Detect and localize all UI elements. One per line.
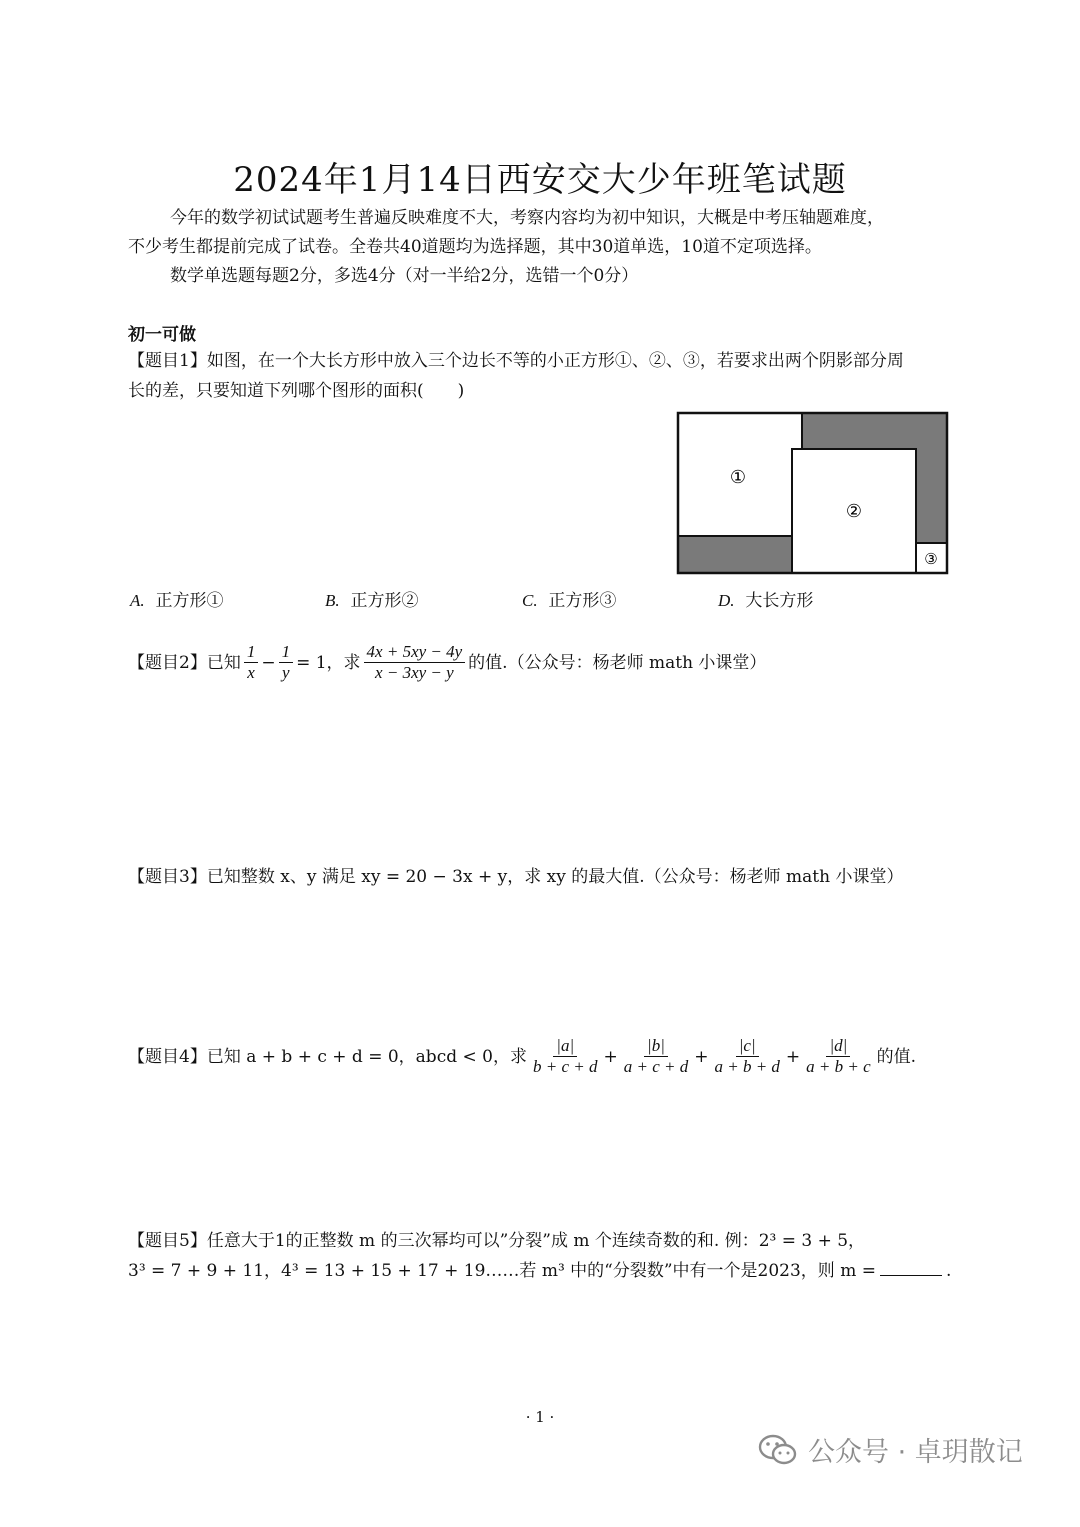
question-5-line-1: 任意大于1的正整数 m 的三次幂均可以”分裂”成 m 个连续奇数的和. 例：2³ = 3 + 5， bbox=[206, 1231, 866, 1251]
intro-line-2: 不少考生都提前完成了试卷。全卷共40道题均为选择题，其中30道单选，10道不定项选择。 bbox=[128, 237, 822, 257]
question-1 bbox=[128, 346, 958, 406]
plus-sign: + bbox=[785, 1046, 801, 1067]
option-c bbox=[522, 586, 616, 611]
question-1-line-2: 长的差，只要知道下列哪个图形的面积( ) bbox=[128, 381, 465, 401]
watermark-text: 公众号 · 卓玥散记 bbox=[808, 1437, 1023, 1468]
question-1-figure bbox=[676, 411, 950, 576]
square-2-label: ② bbox=[845, 501, 863, 522]
fraction-abs-c: $\frac{|c|}{a + b + d}$ bbox=[714, 1036, 780, 1076]
watermark bbox=[758, 1430, 1023, 1469]
question-5-line-2: 3³ = 7 + 9 + 11，4³ = 13 + 15 + 17 + 19……若 m³ 中的“分裂数”中有一个是2023，则 m = bbox=[128, 1261, 876, 1281]
option-c-text: 正方形③ bbox=[548, 591, 617, 611]
question-3-tag: 【题目3】 bbox=[128, 867, 207, 887]
square-1-label: ① bbox=[729, 467, 747, 488]
plus-sign: + bbox=[694, 1046, 709, 1067]
equals-clause: = 1，求 bbox=[296, 652, 361, 673]
question-3-text: 已知整数 x、y 满足 xy = 20 − 3x + y，求 xy 的最大值.（公众号：杨老师 math 小课堂） bbox=[206, 867, 904, 887]
fraction-abs-a: $\frac{|a|}{b + c + d}$ bbox=[532, 1036, 598, 1076]
option-d bbox=[718, 586, 813, 611]
answer-blank bbox=[880, 1259, 942, 1276]
page-title: 2024年1月14日西安交大少年班笔试题 bbox=[233, 160, 847, 200]
question-2-known: 已知 bbox=[206, 652, 241, 673]
question-2 bbox=[128, 642, 766, 683]
option-b bbox=[325, 586, 418, 611]
option-a-letter: A. bbox=[130, 591, 145, 610]
option-a bbox=[130, 586, 223, 611]
question-5 bbox=[128, 1226, 958, 1286]
question-5-tag: 【题目5】 bbox=[128, 1231, 207, 1251]
option-a-text: 正方形① bbox=[155, 591, 224, 611]
option-d-letter: D. bbox=[718, 591, 735, 610]
option-c-letter: C. bbox=[522, 591, 538, 610]
page-number: · 1 · bbox=[525, 1408, 555, 1426]
fraction-expression: $\frac{4x + 5xy - 4y}{x - 3xy - y}$ bbox=[364, 642, 466, 683]
question-2-tail: 的值.（公众号：杨老师 math 小课堂） bbox=[468, 652, 767, 673]
fraction-abs-b: $\frac{|b|}{a + c + d}$ bbox=[623, 1036, 689, 1076]
question-3 bbox=[128, 862, 903, 892]
option-b-text: 正方形② bbox=[350, 591, 419, 611]
minus-sign: − bbox=[261, 652, 276, 673]
option-d-text: 大长方形 bbox=[745, 591, 814, 611]
plus-sign: + bbox=[603, 1046, 618, 1067]
square-3-label: ③ bbox=[924, 550, 938, 568]
fraction-1-over-x: $\frac{1}{x}$ bbox=[244, 642, 259, 683]
wechat-icon bbox=[758, 1433, 798, 1467]
fraction-1-over-y: $\frac{1}{y}$ bbox=[279, 642, 294, 683]
question-5-end: . bbox=[945, 1261, 952, 1281]
question-1-tag: 【题目1】 bbox=[128, 351, 207, 371]
section-heading: 初一可做 bbox=[128, 325, 196, 345]
intro-line-1: 今年的数学初试试题考生普遍反映难度不大，考察内容均为初中知识，大概是中考压轴题难度， bbox=[170, 208, 884, 228]
intro-line-3: 数学单选题每题2分，多选4分（对一半给2分，选错一个0分） bbox=[170, 266, 639, 286]
fraction-abs-d: $\frac{|d|}{a + b + c}$ bbox=[806, 1036, 871, 1076]
option-b-letter: B. bbox=[325, 591, 340, 610]
question-4 bbox=[128, 1036, 916, 1077]
question-2-tag: 【题目2】 bbox=[128, 652, 207, 673]
question-4-tag: 【题目4】 bbox=[128, 1046, 207, 1067]
question-1-line-1: 如图，在一个大长方形中放入三个边长不等的小正方形①、②、③，若要求出两个阴影部分周 bbox=[206, 351, 904, 371]
question-4-tail: 的值. bbox=[876, 1046, 917, 1067]
shaded-region-bottom-left bbox=[678, 536, 792, 573]
question-4-head: 已知 a + b + c + d = 0，abcd < 0，求 bbox=[206, 1046, 527, 1067]
